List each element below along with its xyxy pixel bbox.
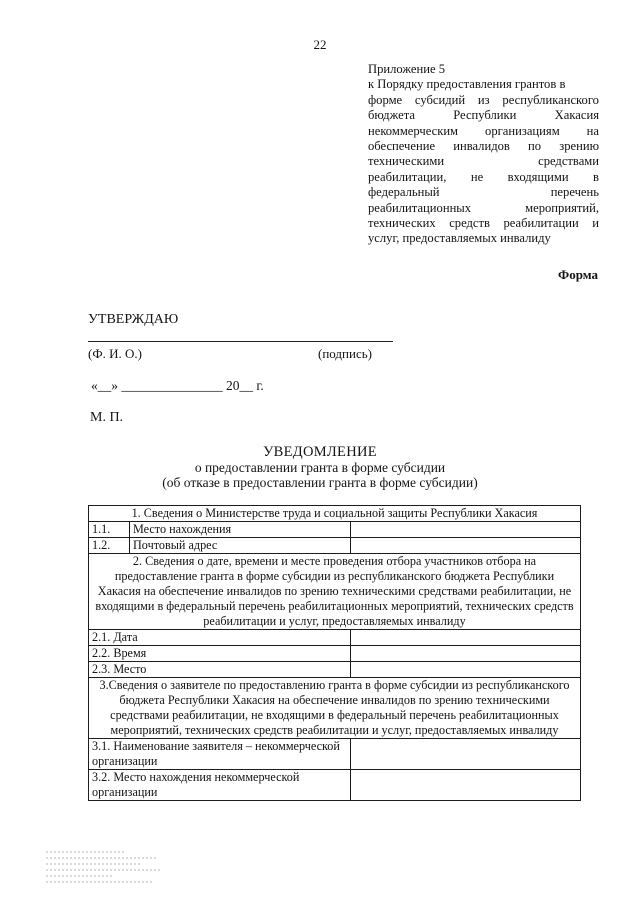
row-number: 1.1.	[89, 522, 130, 538]
row-label: 3.2. Место нахождения некоммерческой организации	[89, 770, 351, 801]
section-2-header: 2. Сведения о дате, времени и месте проведения отбора участников отбора на предоставление гранта в форме субсидии из республиканского бюджета Республики Хакасия на обеспечение инвалидов по зрению техническими средствами реабилитации, не входящими в федеральный перечень реабилитационных мероприятий, технических средств реабилитации и услуг, предоставляемых инвалиду	[89, 554, 581, 630]
approve-title: УТВЕРЖДАЮ	[88, 312, 179, 327]
appendix-line: услуг, предоставляемых инвалиду	[368, 231, 551, 246]
word: бюджета	[368, 108, 415, 123]
word: средств	[449, 216, 490, 231]
section-header-row	[89, 678, 581, 739]
table-row	[89, 538, 581, 554]
table-row	[89, 630, 581, 646]
word: реабилитации,	[368, 169, 447, 184]
row-label: Почтовый адрес	[130, 538, 351, 554]
appendix-line	[368, 154, 599, 169]
row-label: 2.1. Дата	[89, 630, 351, 646]
word: форме	[368, 92, 403, 107]
word: зрению	[559, 139, 599, 154]
seal-placeholder: М. П.	[90, 410, 124, 425]
word: перечень	[550, 185, 599, 200]
form-label: Форма	[558, 267, 598, 282]
row-label: 3.1. Наименование заявителя – некоммерческой организации	[89, 739, 351, 770]
row-number: 1.2.	[89, 538, 130, 554]
word: Республики	[453, 108, 517, 123]
word: Хакасия	[554, 108, 599, 123]
appendix-line	[368, 201, 599, 216]
document-subtitle-alt: (об отказе в предоставлении гранта в форме субсидии)	[162, 475, 478, 490]
faded-stamp-image	[44, 848, 164, 888]
section-3-header: 3.Сведения о заявителе по предоставлению гранта в форме субсидии из республиканского бюджета Республики Хакасия на обеспечение инвалидов по зрению техническими средствами реабилитации, не входящими в федеральный перечень реабилитационных мероприятий, технических средств реабилитации и услуг, предоставляемых инвалиду	[89, 678, 581, 739]
appendix-line	[368, 108, 599, 123]
word: не	[470, 169, 484, 184]
value-cell[interactable]	[351, 646, 581, 662]
word: обеспечение	[368, 139, 436, 154]
signature-line	[88, 341, 393, 342]
word: субсидий	[414, 92, 466, 107]
section-header-row	[89, 554, 581, 630]
appendix-line	[368, 170, 599, 185]
signature-caption: (подпись)	[318, 346, 372, 361]
value-cell[interactable]	[351, 739, 581, 770]
date-line: «__» _______________ 20__ г.	[91, 378, 264, 393]
appendix-line	[368, 124, 599, 139]
table-row	[89, 646, 581, 662]
table-row	[89, 662, 581, 678]
appendix-line: Приложение 5	[368, 62, 446, 76]
word: реабилитационных	[368, 200, 472, 215]
value-cell[interactable]	[351, 630, 581, 646]
word: по	[528, 139, 542, 154]
word: на	[586, 123, 599, 138]
notification-table	[88, 505, 581, 801]
table-row	[89, 770, 581, 801]
word: мероприятий,	[525, 200, 599, 215]
value-cell[interactable]	[351, 662, 581, 678]
value-cell[interactable]	[351, 522, 581, 538]
word: организациям	[485, 123, 560, 138]
value-cell[interactable]	[351, 770, 581, 801]
section-1-header: 1. Сведения о Министерстве труда и социальной защиты Республики Хакасия	[89, 506, 581, 522]
appendix-line	[368, 93, 599, 108]
row-label: 2.2. Время	[89, 646, 351, 662]
table-row	[89, 739, 581, 770]
row-label: 2.3. Место	[89, 662, 351, 678]
word: некоммерческим	[368, 123, 459, 138]
word: из	[477, 92, 490, 107]
word: входящими	[507, 169, 569, 184]
appendix-line	[368, 185, 599, 200]
word: технических	[368, 216, 436, 231]
section-header-row	[89, 506, 581, 522]
word: республиканского	[502, 92, 599, 107]
document-title: УВЕДОМЛЕНИЕ	[263, 444, 377, 460]
word: федеральный	[368, 185, 440, 200]
document-subtitle: о предоставлении гранта в форме субсидии	[194, 460, 446, 475]
word: средствами	[538, 154, 599, 169]
fio-caption: (Ф. И. О.)	[88, 346, 142, 361]
page-number: 22	[313, 37, 327, 52]
word: техническими	[368, 154, 445, 169]
word: реабилитации	[503, 216, 579, 231]
appendix-line	[368, 216, 599, 231]
appendix-line: к Порядку предоставления грантов в	[368, 77, 566, 92]
word: и	[592, 216, 599, 231]
appendix-block	[368, 62, 599, 247]
row-label: Место нахождения	[130, 522, 351, 538]
appendix-line	[368, 139, 599, 154]
word: в	[593, 169, 599, 184]
word: инвалидов	[453, 139, 510, 154]
value-cell[interactable]	[351, 538, 581, 554]
table-row	[89, 522, 581, 538]
